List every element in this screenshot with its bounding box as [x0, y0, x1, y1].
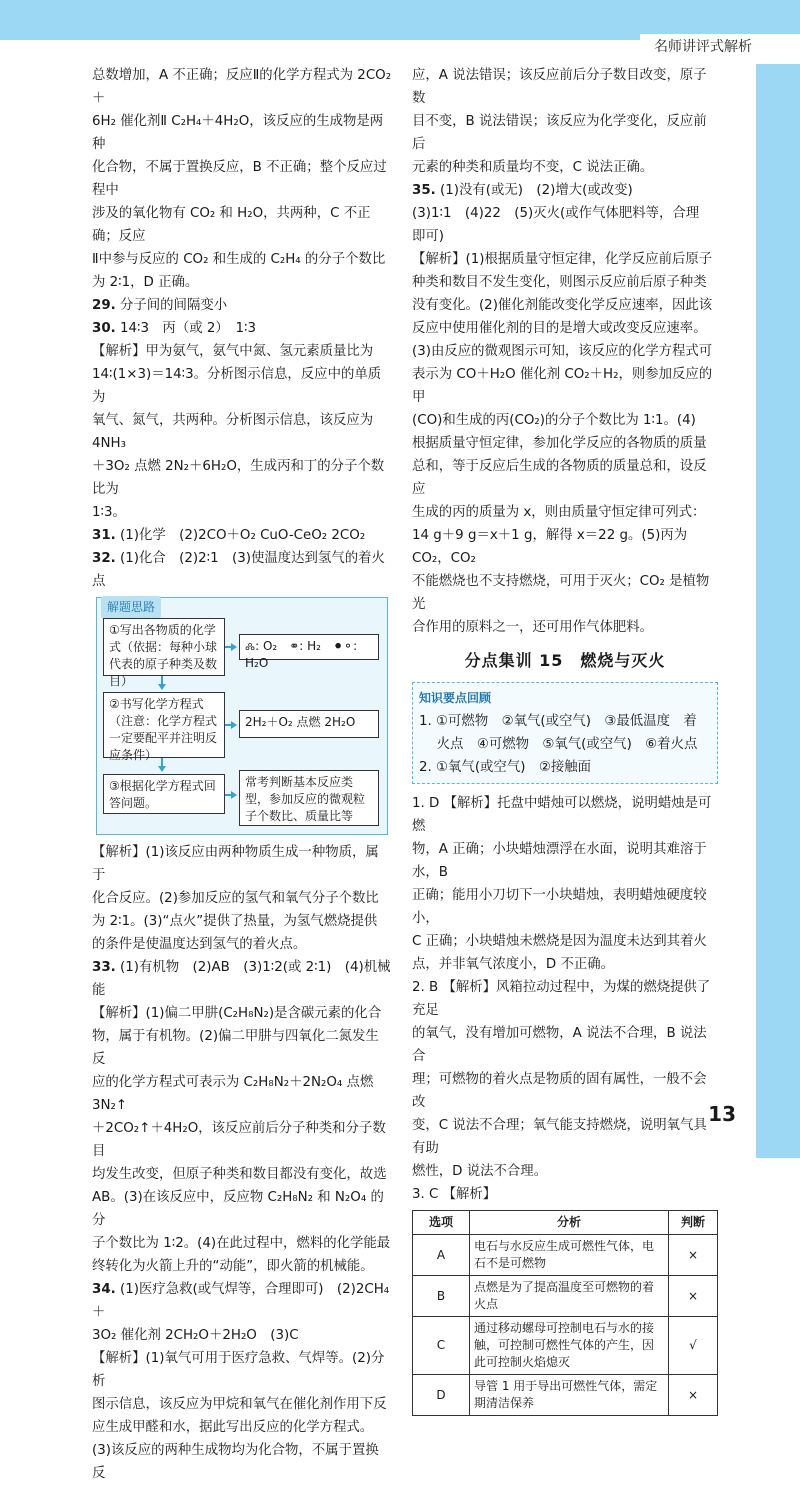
- table-row: [413, 1235, 718, 1276]
- table-cell: 点燃是为了提高温度至可燃物的着火点: [470, 1276, 669, 1317]
- text-line: ＋3O₂ 点燃 2N₂＋6H₂O，生成丙和丁的分子个数比为: [92, 459, 385, 497]
- analysis-table: [412, 1210, 718, 1416]
- table-cell: ×: [669, 1375, 718, 1416]
- q31-text: (1)化学 (2)2CO＋O₂ CuO-CeO₂ 2CO₂: [120, 528, 366, 543]
- knowledge-box: [412, 682, 718, 784]
- text-line: 应，A 说法错误；该反应前后分子数目改变，原子数: [412, 68, 707, 106]
- text-line: 3. C 【解析】: [412, 1187, 497, 1202]
- text-line: (CO)和生成的丙(CO₂)的分子个数比为 1∶1。(4): [412, 413, 696, 428]
- text-line: (3)1∶1 (4)22 (5)灭火(或作气体肥料等，合理: [412, 206, 700, 221]
- text-line: (3)该反应的两种生成物均为化合物，不属于置换反: [92, 1443, 379, 1481]
- table-cell: A: [413, 1235, 470, 1276]
- step1-result: 🝆: O₂ ⚭: H₂ ⚫⚬: H₂O: [239, 634, 379, 660]
- arrow-right-icon: [231, 791, 237, 799]
- right-column: [412, 64, 718, 1416]
- text-line: 不能燃烧也不支持燃烧，可用于灭火；CO₂ 是植物光: [412, 574, 710, 612]
- step1-box: ①写出各物质的化学式（依据：每种小球代表的原子种类及数目）: [103, 618, 225, 676]
- thinking-diagram: [96, 597, 388, 835]
- text-line: 图示信息，该反应为甲烷和氧气在催化剂作用下反: [92, 1397, 387, 1412]
- q30-num: 30.: [92, 321, 116, 336]
- text-line: 目不变，B 说法错误；该反应为化学变化，反应前后: [412, 114, 707, 152]
- text-line: 应生成甲醛和水，据此写出反应的化学方程式。: [92, 1420, 374, 1435]
- q30: [92, 317, 392, 340]
- text-line: 应的化学方程式可表示为 C₂H₈N₂＋2N₂O₄ 点燃 3N₂↑: [92, 1075, 374, 1113]
- text-line: 14 g＋9 g＝x＋1 g，解得 x＝22 g。(5)丙为 CO₂，CO₂: [412, 528, 688, 566]
- arrow-down-icon: [158, 684, 166, 690]
- text-line: C 正确；小块蜡烛未燃烧是因为温度未达到其着火: [412, 934, 707, 949]
- table-row: [413, 1276, 718, 1317]
- q32: [92, 547, 392, 593]
- arrow-right-icon: [231, 721, 237, 729]
- q34: [92, 1278, 392, 1324]
- text-line: 元素的种类和质量均不变，C 说法正确。: [412, 160, 654, 175]
- thinking-title: 解题思路: [101, 596, 161, 619]
- table-cell: C: [413, 1317, 470, 1375]
- text-line: 总和，等于反应后生成的各物质的质量总和，设反应: [412, 459, 707, 497]
- text-line: 终转化为火箭上升的“动能”，即火箭的机械能。: [92, 1259, 374, 1274]
- text-line: 总数增加，A 不正确；反应Ⅱ的化学方程式为 2CO₂＋: [92, 68, 392, 106]
- text-line: 【解析】(1)根据质量守恒定律，化学反应前后原子: [412, 252, 713, 267]
- text-line: 没有变化。(2)催化剂能改变化学反应速率，因此该: [412, 298, 713, 313]
- q29-text: 分子间的间隔变小: [120, 298, 228, 313]
- text-line: 变，C 说法不合理；氧气能支持燃烧，说明氧气具有助: [412, 1118, 707, 1156]
- table-cell: 导管 1 用于导出可燃性气体，需定期清洁保养: [470, 1375, 669, 1416]
- q35-answer: (1)没有(或无) (2)增大(或改变): [440, 183, 633, 198]
- table-header-row: [413, 1211, 718, 1235]
- arrow-down-icon: [158, 766, 166, 772]
- table-cell: ×: [669, 1276, 718, 1317]
- text-line: 理；可燃物的着火点是物质的固有属性，一般不会改: [412, 1072, 707, 1110]
- text-line: 【解析】(1)该反应由两种物质生成一种物质，属于: [92, 845, 379, 883]
- text-line: 种类和数目不发生变化，则图示反应前后原子种类: [412, 275, 707, 290]
- text-line: 【解析】(1)偏二甲肼(C₂H₈N₂)是含碳元素的化合: [92, 1006, 382, 1021]
- q32-num: 32.: [92, 551, 116, 566]
- text-line: 1∶3。: [92, 505, 126, 520]
- text-line: 【解析】甲为氨气，氨气中氮、氢元素质量比为: [92, 344, 374, 359]
- table-row: [413, 1375, 718, 1416]
- header-title: 名师讲评式解析: [654, 39, 752, 55]
- text-line: 化合物，不属于置换反应，B 不正确；整个反应过程中: [92, 160, 387, 198]
- text-line: (3)由反应的微观图示可知，该反应的化学方程式可: [412, 344, 713, 359]
- table-header: 分析: [470, 1211, 669, 1235]
- arrow-right-icon: [231, 643, 237, 651]
- q30-answer: 14∶3 丙（或 2） 1∶3: [120, 321, 256, 336]
- text-line: 化合反应。(2)参加反应的氢气和氧气分子个数比: [92, 891, 379, 906]
- text-line: 反应中使用催化剂的目的是增大或改变反应速率。: [412, 321, 707, 336]
- text-line: 2. ①氧气(或空气) ②接触面: [419, 760, 592, 775]
- text-line: 子个数比为 1∶2。(4)在此过程中，燃料的化学能最: [92, 1236, 391, 1251]
- text-line: 均发生改变，但原子种类和数目都没有变化，故选: [92, 1167, 387, 1182]
- table-header: 判断: [669, 1211, 718, 1235]
- table-cell: 通过移动螺母可控制电石与水的接触，可控制可燃性气体的产生，因此可控制火焰熄灭: [470, 1317, 669, 1375]
- text-line: 物，属于有机物。(2)偏二甲肼与四氧化二氮发生反: [92, 1029, 379, 1067]
- step3-result: 常考判断基本反应类型，参加反应的微观粒子个数比、质量比等: [239, 770, 379, 826]
- q33: [92, 956, 392, 1002]
- q29: [92, 294, 392, 317]
- side-banner: [756, 40, 800, 1158]
- text-line: 1. D 【解析】托盘中蜡烛可以燃烧，说明蜡烛是可燃: [412, 796, 712, 834]
- step3-box: ③根据化学方程式回答问题。: [103, 774, 225, 814]
- text-line: 火点 ④可燃物 ⑤氧气(或空气) ⑥着火点: [419, 737, 698, 752]
- q33-num: 33.: [92, 960, 116, 975]
- table-cell: B: [413, 1276, 470, 1317]
- table-row: [413, 1317, 718, 1375]
- page-number: 13: [708, 1102, 736, 1126]
- table-header: 选项: [413, 1211, 470, 1235]
- table-cell: 电石与水反应生成可燃性气体，电石不是可燃物: [470, 1235, 669, 1276]
- q34-answer: (1)医疗急救(或气焊等，合理即可) (2)2CH₄＋: [92, 1282, 390, 1320]
- text-line: 合作用的原料之一，还可用作气体肥料。: [412, 620, 654, 635]
- q33-answer: (1)有机物 (2)AB (3)1∶2(或 2∶1) (4)机械能: [92, 960, 391, 998]
- text-line: 表示为 CO＋H₂O 催化剂 CO₂＋H₂，则参加反应的甲: [412, 367, 713, 405]
- text-line: 1. ①可燃物 ②氧气(或空气) ③最低温度 着: [419, 714, 697, 729]
- q32-answer: (1)化合 (2)2∶1 (3)使温度达到氢气的着火点: [92, 551, 385, 589]
- text-line: 6H₂ 催化剂Ⅱ C₂H₄＋4H₂O，该反应的生成物是两种: [92, 114, 384, 152]
- section-title: 分点集训 15 燃烧与灭火: [464, 651, 666, 670]
- q31-num: 31.: [92, 528, 116, 543]
- step2-box: ②书写化学方程式（注意：化学方程式一定要配平并注明反应条件）: [103, 692, 225, 758]
- text-line: 【解析】(1)氧气可用于医疗急救、气焊等。(2)分析: [92, 1351, 385, 1389]
- text-line: ＋2CO₂↑＋4H₂O，该反应前后分子种类和分子数目: [92, 1121, 386, 1159]
- text-line: 涉及的氧化物有 CO₂ 和 H₂O，共两种，C 不正确；反应: [92, 206, 371, 244]
- text-line: 氧气、氮气，共两种。分析图示信息，该反应为 4NH₃: [92, 413, 374, 451]
- q35-num: 35.: [412, 183, 436, 198]
- table-cell: ×: [669, 1235, 718, 1276]
- text-line: AB。(3)在该反应中，反应物 C₂H₈N₂ 和 N₂O₄ 的分: [92, 1190, 384, 1228]
- text-line: Ⅱ中参与反应的 CO₂ 和生成的 C₂H₄ 的分子个数比: [92, 252, 386, 267]
- table-cell: D: [413, 1375, 470, 1416]
- text-line: 3O₂ 催化剂 2CH₂O＋2H₂O (3)C: [92, 1328, 299, 1343]
- table-cell: √: [669, 1317, 718, 1375]
- text-line: 正确；能用小刀切下一小块蜡烛，表明蜡烛硬度较小，: [412, 888, 707, 926]
- text-line: 为 2∶1，D 正确。: [92, 275, 199, 290]
- step2-result: 2H₂＋O₂ 点燃 2H₂O: [239, 710, 379, 738]
- q34-num: 34.: [92, 1282, 116, 1297]
- text-line: 14∶(1×3)＝14∶3。分析图示信息，反应中的单质为: [92, 367, 382, 405]
- text-line: 点，并非氧气浓度小，D 不正确。: [412, 957, 615, 972]
- text-line: 2. B 【解析】风箱拉动过程中，为煤的燃烧提供了充足: [412, 980, 711, 1018]
- text-line: 的氧气，没有增加可燃物，A 说法不合理，B 说法合: [412, 1026, 707, 1064]
- text-line: 即可): [412, 229, 445, 244]
- q29-num: 29.: [92, 298, 116, 313]
- text-line: 为 2∶1。(3)“点火”提供了热量，为氢气燃烧提供: [92, 914, 378, 929]
- text-line: 燃性，D 说法不合理。: [412, 1164, 548, 1179]
- left-column: [92, 64, 392, 1485]
- text-line: 的条件是使温度达到氢气的着火点。: [92, 937, 307, 952]
- text-line: 生成的丙的质量为 x，则由质量守恒定律可列式：: [412, 505, 706, 520]
- knowledge-title: 知识要点回顾: [419, 691, 492, 705]
- text-line: 根据质量守恒定律，参加化学反应的各物质的质量: [412, 436, 707, 451]
- q31: [92, 524, 392, 547]
- text-line: 物，A 正确；小块蜡烛漂浮在水面，说明其难溶于水，B: [412, 842, 707, 880]
- q35: [412, 179, 718, 202]
